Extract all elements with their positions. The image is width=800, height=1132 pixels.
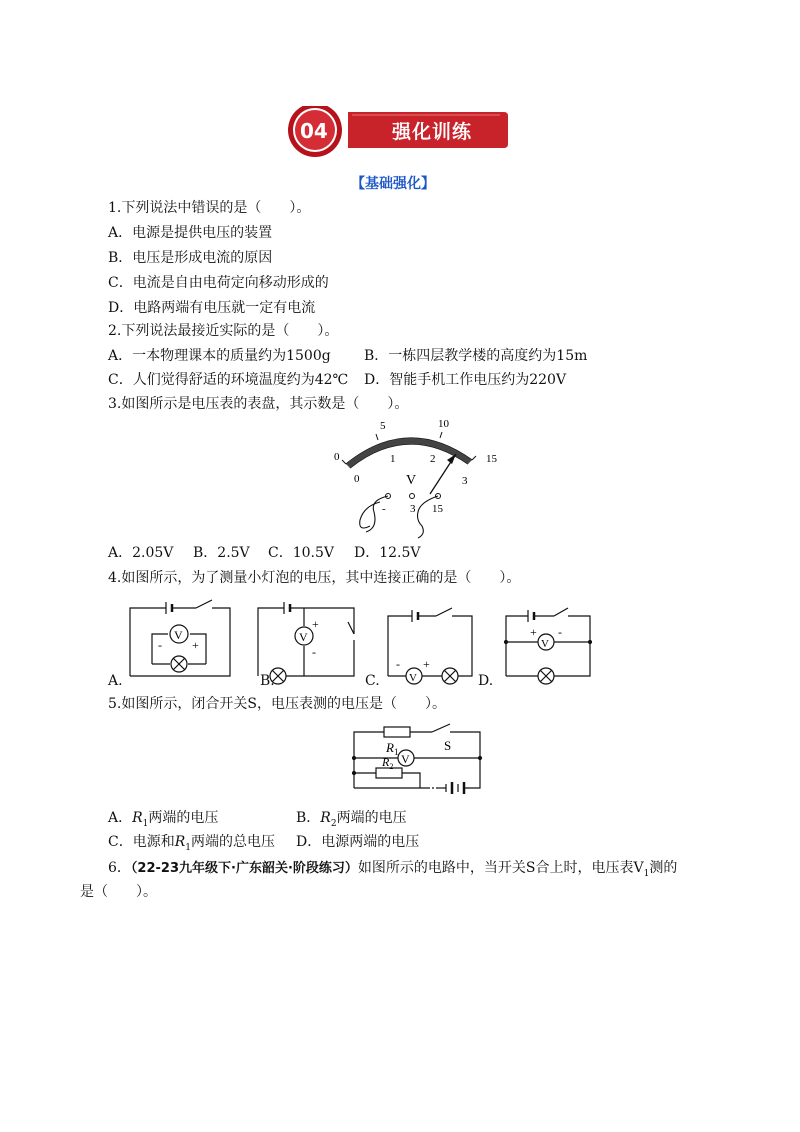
q6-number: 6． xyxy=(108,860,131,876)
circuit-c-meter: V xyxy=(409,672,417,684)
q3-option-b: B．2.5V xyxy=(193,545,250,561)
q2-option-c: C．人们觉得舒适的环境温度约为42℃ xyxy=(108,372,349,388)
q4-label-d: D. xyxy=(478,673,494,689)
section-title: 【基础强化】 xyxy=(351,176,435,192)
q5-r2-label: $R_2$ xyxy=(382,755,394,771)
q1-option-d: D．电路两端有电压就一定有电流 xyxy=(108,300,316,316)
header-number: 04 xyxy=(300,119,328,143)
q3-option-c: C．10.5V xyxy=(268,545,334,561)
q5-circuit-figure xyxy=(346,718,486,800)
q2-stem: 2.下列说法最接近实际的是（ ）。 xyxy=(108,323,339,339)
top-scale-0: 0 xyxy=(334,451,340,463)
terminal-3: 3 xyxy=(410,503,416,515)
circuit-b-meter: V xyxy=(299,630,308,644)
bottom-scale-1: 1 xyxy=(390,453,396,465)
section-header-badge xyxy=(286,106,510,158)
circuit-figure-d xyxy=(498,594,598,690)
q5-meter-label: V xyxy=(401,752,410,766)
q4-label-b: B. xyxy=(260,673,275,689)
q3-stem: 3.如图所示是电压表的表盘，其示数是（ ）。 xyxy=(108,396,409,412)
q4-stem: 4.如图所示，为了测量小灯泡的电压，其中连接正确的是（ ）。 xyxy=(108,570,521,586)
top-scale-15: 15 xyxy=(486,453,497,465)
header-title: 强化训练 xyxy=(392,121,473,143)
q1-option-c: C．电流是自由电荷定向移动形成的 xyxy=(108,275,329,291)
q5-option-d: D．电源两端的电压 xyxy=(296,834,420,850)
circuit-figure-c xyxy=(380,594,480,690)
q2-option-d: D．智能手机工作电压约为220V xyxy=(364,372,567,388)
q4-label-a: A. xyxy=(108,673,123,689)
circuit-a-meter: V xyxy=(174,628,183,642)
q2-option-a: A．一本物理课本的质量约为1500g xyxy=(108,348,331,364)
top-scale-10: 10 xyxy=(438,418,449,430)
terminal-minus: - xyxy=(382,503,386,515)
circuit-figure-a xyxy=(108,594,238,690)
voltmeter-dial-figure xyxy=(330,416,510,540)
q2-option-b: B．一栋四层教学楼的高度约为15m xyxy=(364,348,588,364)
q1-stem: 1.下列说法中错误的是（ ）。 xyxy=(108,200,311,216)
circuit-a-minus: - xyxy=(158,638,162,652)
q5-option-b: B．$R_2$两端的电压 xyxy=(296,810,407,829)
q1-option-a: A．电源是提供电压的装置 xyxy=(108,225,273,241)
q5-option-a: A．$R_1$两端的电压 xyxy=(108,810,219,829)
q4-label-c: C. xyxy=(365,673,380,689)
circuit-c-minus: - xyxy=(396,657,400,671)
q6-source: （22-23九年级下·广东韶关·阶段练习） xyxy=(130,861,358,876)
q5-switch-label: S xyxy=(444,738,452,753)
circuit-d-plus: + xyxy=(530,625,537,639)
meter-unit: V xyxy=(406,473,417,488)
q3-option-a: A．2.05V xyxy=(108,545,174,561)
bottom-scale-3: 3 xyxy=(462,475,468,487)
top-scale-5: 5 xyxy=(380,420,386,432)
q5-stem: 5.如图所示，闭合开关S，电压表测的电压是（ ）。 xyxy=(108,696,446,712)
circuit-d-minus: - xyxy=(558,625,562,639)
circuit-b-minus: - xyxy=(312,645,316,659)
circuit-a-plus: + xyxy=(192,638,199,652)
circuit-b-plus: + xyxy=(312,617,319,631)
bottom-scale-2: 2 xyxy=(430,453,436,465)
q3-option-d: D．12.5V xyxy=(354,545,421,561)
q1-option-b: B．电压是形成电流的原因 xyxy=(108,250,273,266)
q5-r1-label: $R_1$ xyxy=(386,740,399,757)
circuit-d-meter: V xyxy=(541,638,549,650)
bottom-scale-0: 0 xyxy=(354,473,360,485)
q6-line-1: 6．（22-23九年级下·广东韶关·阶段练习）如图所示的电路中，当开关S合上时，电压表$V_1$测的 xyxy=(108,860,678,879)
q6-line-2: 是（ ）。 xyxy=(80,884,157,900)
circuit-c-plus: + xyxy=(423,657,430,671)
q5-option-c: C．电源和$R_1$两端的总电压 xyxy=(108,834,275,853)
terminal-15: 15 xyxy=(432,503,443,515)
